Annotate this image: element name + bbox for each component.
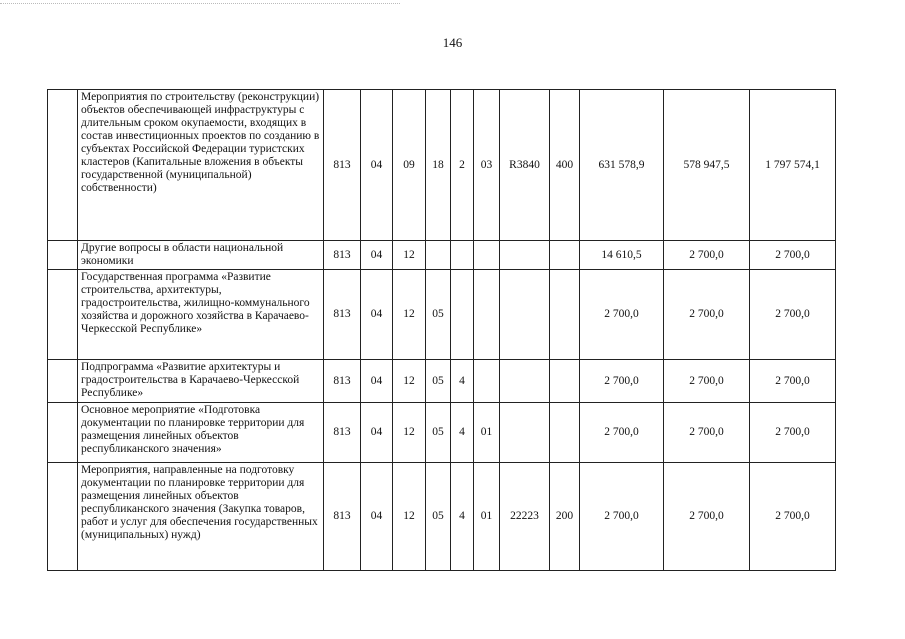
- sum-year-3: 2 700,0: [750, 463, 836, 571]
- table-row: [48, 403, 836, 463]
- code-direction: [500, 360, 550, 403]
- sum-year-1: 2 700,0: [580, 463, 664, 571]
- code-event: 01: [474, 403, 500, 463]
- code-program: 05: [426, 463, 451, 571]
- sum-year-3: 2 700,0: [750, 270, 836, 360]
- budget-table: [47, 89, 836, 571]
- code-subprogram: 4: [451, 403, 474, 463]
- sum-year-3: 2 700,0: [750, 403, 836, 463]
- code-vr: [550, 403, 580, 463]
- code-rz: 04: [361, 360, 393, 403]
- code-subprogram: 2: [451, 90, 474, 241]
- sum-year-1: 631 578,9: [580, 90, 664, 241]
- code-vr: [550, 241, 580, 270]
- code-subprogram: 4: [451, 360, 474, 403]
- sum-year-1: 2 700,0: [580, 270, 664, 360]
- code-direction: 22223: [500, 463, 550, 571]
- code-program: 05: [426, 360, 451, 403]
- code-ved: 813: [324, 463, 361, 571]
- row-marker-cell: [48, 403, 78, 463]
- sum-year-3: 1 797 574,1: [750, 90, 836, 241]
- code-direction: [500, 403, 550, 463]
- code-program: 05: [426, 403, 451, 463]
- code-event: [474, 360, 500, 403]
- row-name: Мероприятия по строительству (реконструкции) объектов обеспечивающей инфраструктуры с длительным сроком окупаемости, входящих в состав инвестиционных проектов по созданию в субъектах Российской Федерации туристских кластеров (Капитальные вложения в объекты государственной (муниципальной) собственности): [78, 90, 324, 241]
- code-subprogram: [451, 270, 474, 360]
- code-subprogram: [451, 241, 474, 270]
- row-marker-cell: [48, 90, 78, 241]
- code-ved: 813: [324, 403, 361, 463]
- code-event: 01: [474, 463, 500, 571]
- row-marker-cell: [48, 360, 78, 403]
- code-pr: 12: [393, 360, 426, 403]
- table-row: [48, 90, 836, 241]
- row-name: Подпрограмма «Развитие архитектуры и градостроительства в Карачаево-Черкесской Республике»: [78, 360, 324, 403]
- row-name: Мероприятия, направленные на подготовку документации по планировке территории для размещения линейных объектов республиканского значения (Закупка товаров, работ и услуг для обеспечения государственных (муниципальных) нужд): [78, 463, 324, 571]
- code-ved: 813: [324, 90, 361, 241]
- code-event: [474, 241, 500, 270]
- code-rz: 04: [361, 270, 393, 360]
- code-ved: 813: [324, 270, 361, 360]
- code-ved: 813: [324, 241, 361, 270]
- sum-year-2: 2 700,0: [664, 360, 750, 403]
- code-ved: 813: [324, 360, 361, 403]
- code-program: 05: [426, 270, 451, 360]
- code-rz: 04: [361, 463, 393, 571]
- code-rz: 04: [361, 403, 393, 463]
- code-program: [426, 241, 451, 270]
- row-marker-cell: [48, 241, 78, 270]
- scan-artifact-line: [0, 3, 400, 4]
- sum-year-2: 2 700,0: [664, 463, 750, 571]
- code-pr: 12: [393, 463, 426, 571]
- table-row: [48, 241, 836, 270]
- code-program: 18: [426, 90, 451, 241]
- sum-year-2: 2 700,0: [664, 270, 750, 360]
- code-rz: 04: [361, 90, 393, 241]
- code-pr: 12: [393, 270, 426, 360]
- code-pr: 12: [393, 403, 426, 463]
- row-name: Государственная программа «Развитие строительства, архитектуры, градостроительства, жилищно-коммунального хозяйства и дорожного хозяйства в Карачаево-Черкесской Республике»: [78, 270, 324, 360]
- code-direction: [500, 270, 550, 360]
- sum-year-1: 14 610,5: [580, 241, 664, 270]
- sum-year-2: 2 700,0: [664, 241, 750, 270]
- row-marker-cell: [48, 463, 78, 571]
- code-pr: 09: [393, 90, 426, 241]
- table-row: [48, 360, 836, 403]
- page-number: 146: [442, 35, 463, 50]
- code-rz: 04: [361, 241, 393, 270]
- sum-year-3: 2 700,0: [750, 241, 836, 270]
- code-event: 03: [474, 90, 500, 241]
- table-row: [48, 463, 836, 571]
- row-name: Другие вопросы в области национальной экономики: [78, 241, 324, 270]
- code-pr: 12: [393, 241, 426, 270]
- code-direction: R3840: [500, 90, 550, 241]
- code-direction: [500, 241, 550, 270]
- code-vr: 400: [550, 90, 580, 241]
- table-row: [48, 270, 836, 360]
- code-subprogram: 4: [451, 463, 474, 571]
- sum-year-2: 2 700,0: [664, 403, 750, 463]
- sum-year-2: 578 947,5: [664, 90, 750, 241]
- code-vr: [550, 360, 580, 403]
- row-name: Основное мероприятие «Подготовка документации по планировке территории для размещения линейных объектов республиканского значения»: [78, 403, 324, 463]
- sum-year-1: 2 700,0: [580, 403, 664, 463]
- row-marker-cell: [48, 270, 78, 360]
- code-event: [474, 270, 500, 360]
- code-vr: 200: [550, 463, 580, 571]
- sum-year-1: 2 700,0: [580, 360, 664, 403]
- sum-year-3: 2 700,0: [750, 360, 836, 403]
- code-vr: [550, 270, 580, 360]
